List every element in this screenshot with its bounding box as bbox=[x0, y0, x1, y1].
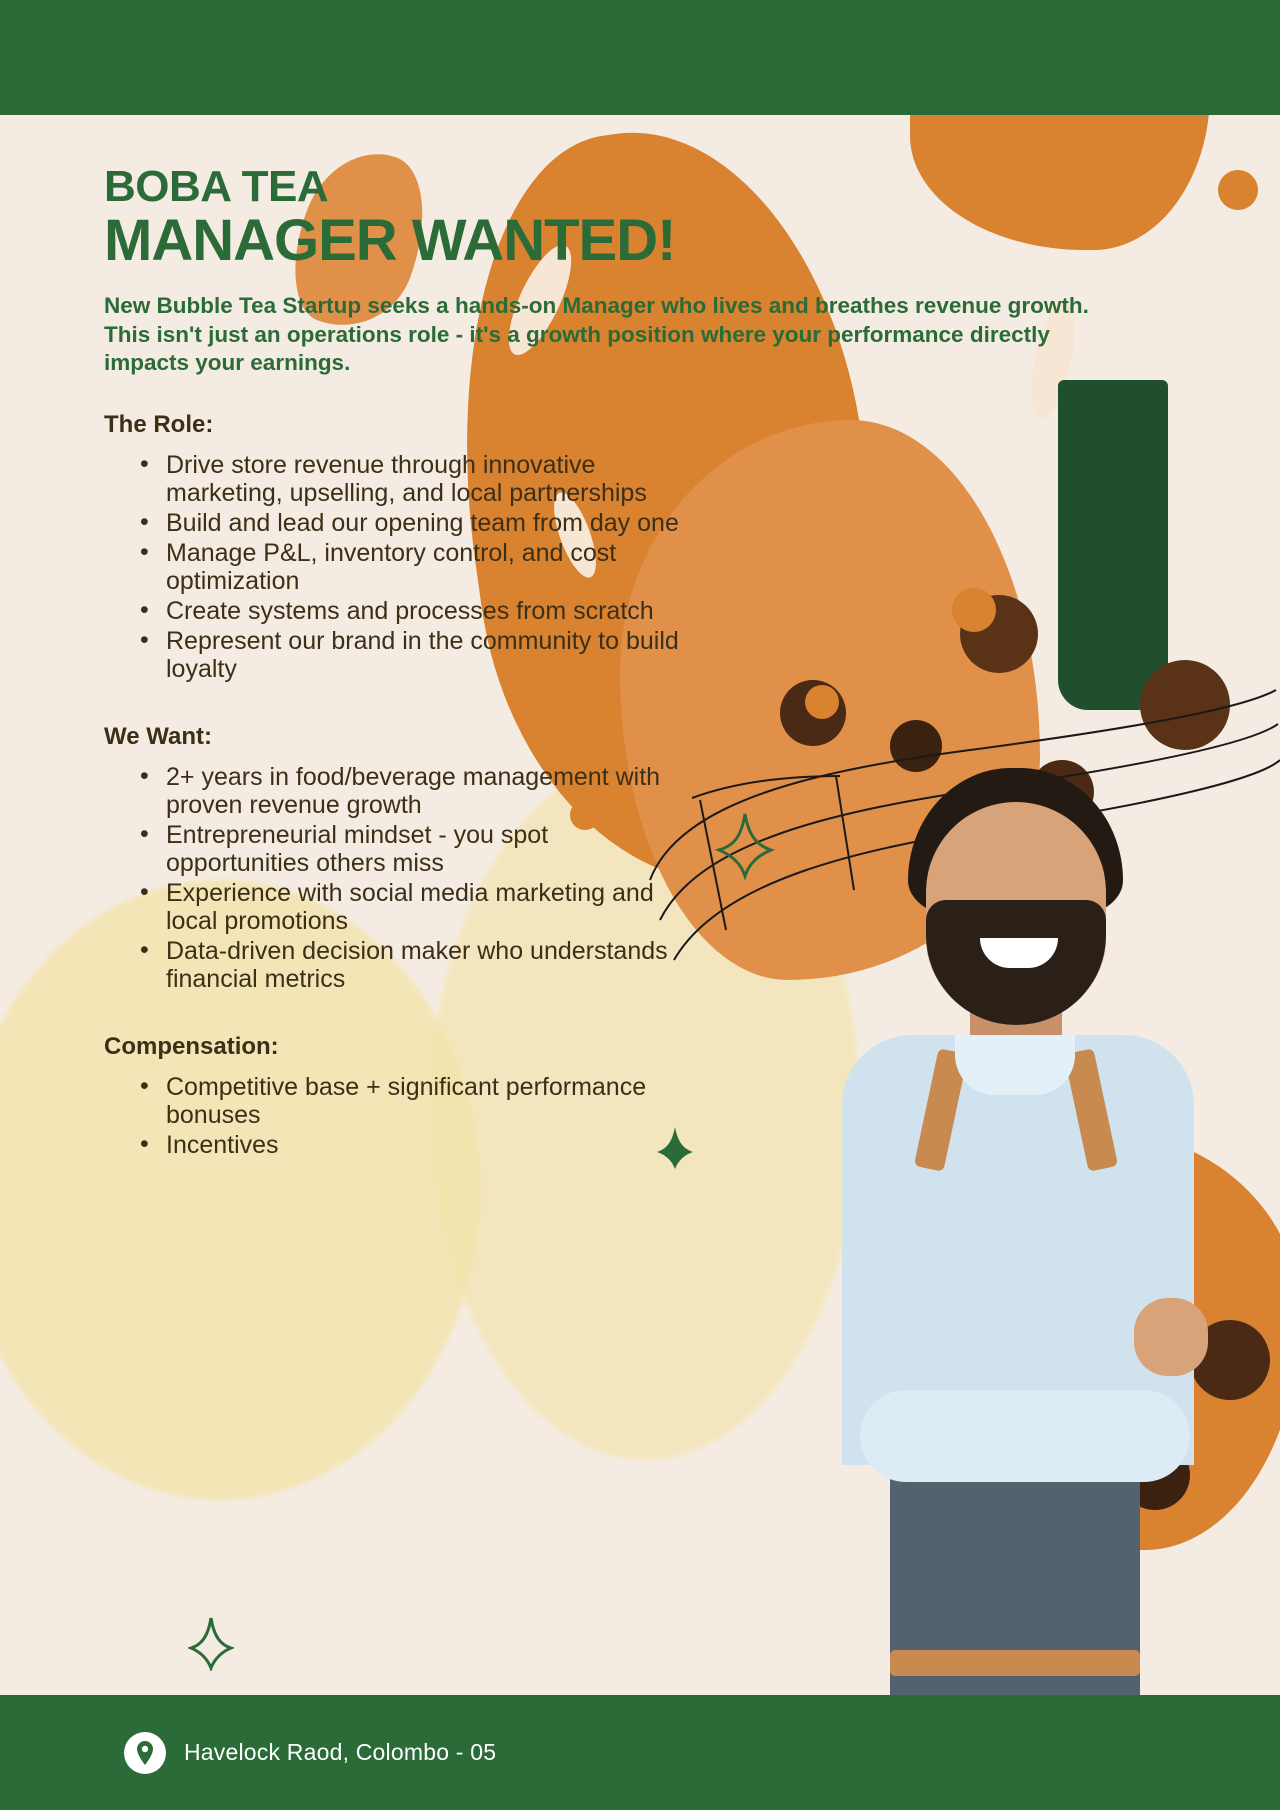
list-item: • Data-driven decision maker who understands financial metrics bbox=[166, 937, 686, 993]
list-item: • Create systems and processes from scratch bbox=[166, 597, 686, 625]
list-item: • Competitive base + significant performance bonuses bbox=[166, 1073, 686, 1129]
footer bbox=[0, 1695, 1280, 1810]
section-title-we-want: We Want: bbox=[104, 723, 212, 751]
location-pin-icon bbox=[124, 1732, 166, 1774]
list-item: • Experience with social media marketing and local promotions bbox=[166, 879, 686, 935]
section-title-role: The Role: bbox=[104, 411, 214, 439]
list-item: • 2+ years in food/beverage management with proven revenue growth bbox=[166, 763, 686, 819]
page-title: MANAGER WANTED! bbox=[104, 208, 676, 273]
list-item: • Represent our brand in the community to build loyalty bbox=[166, 627, 686, 683]
eyebrow-title: BOBA TEA bbox=[104, 162, 329, 211]
orange-dot-a bbox=[1218, 170, 1258, 210]
poster-content bbox=[104, 162, 1089, 1199]
boba-cup-silhouette bbox=[1058, 380, 1168, 710]
footer-address: Havelock Raod, Colombo - 05 bbox=[184, 1739, 497, 1765]
list-item: • Incentives bbox=[166, 1131, 686, 1159]
list-item: • Drive store revenue through innovative marketing, upselling, and local partnerships bbox=[166, 451, 686, 507]
list-item: • Entrepreneurial mindset - you spot opportunities others miss bbox=[166, 821, 686, 877]
section-title-compensation: Compensation: bbox=[104, 1033, 279, 1061]
intro-paragraph: New Bubble Tea Startup seeks a hands-on Manager who lives and breathes revenue growth. This isn't just an operations role - it's a growth position where your performance directly impacts your earnings. bbox=[104, 293, 1089, 375]
list-item: • Build and lead our opening team from day one bbox=[166, 509, 686, 537]
compensation-list bbox=[104, 1073, 744, 1159]
orange-bubble-a bbox=[952, 588, 996, 632]
top-green-band bbox=[0, 0, 1280, 115]
role-list bbox=[104, 451, 744, 683]
we-want-list bbox=[104, 763, 744, 993]
manager-portrait-photo bbox=[730, 750, 1250, 1810]
list-item: • Manage P&L, inventory control, and cost optimization bbox=[166, 539, 686, 595]
sparkle-icon bbox=[188, 1615, 234, 1671]
